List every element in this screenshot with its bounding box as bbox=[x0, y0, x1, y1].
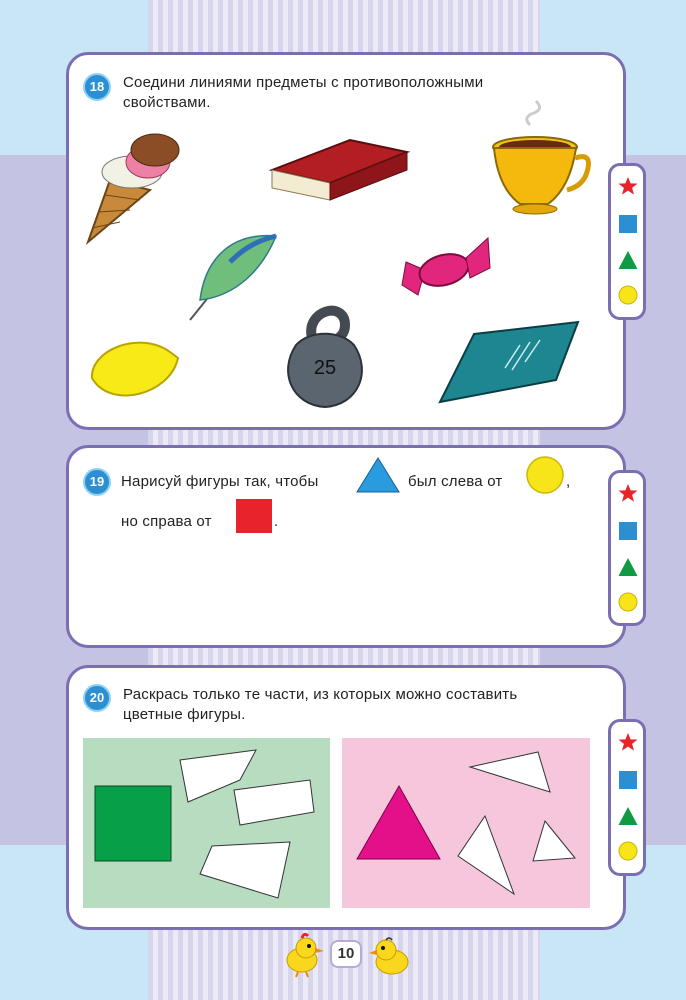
task-instruction-line2: но справа от bbox=[121, 513, 212, 530]
shape-tabs-19 bbox=[608, 470, 646, 626]
task-number: 18 bbox=[83, 73, 111, 101]
task-number: 20 bbox=[83, 684, 111, 712]
weight-label: 25 bbox=[313, 357, 337, 379]
shape-tabs-18 bbox=[608, 163, 646, 320]
inline-square-icon bbox=[235, 498, 273, 534]
weight-icon bbox=[288, 311, 362, 407]
square-icon bbox=[618, 770, 638, 790]
chick-right-icon bbox=[368, 936, 414, 978]
star-icon bbox=[618, 483, 638, 503]
glass-plate-icon bbox=[440, 322, 578, 402]
chick-left-icon bbox=[280, 932, 326, 978]
task-instruction-part3: , bbox=[566, 473, 571, 490]
circle-icon bbox=[618, 285, 638, 305]
ice-cream-icon bbox=[88, 134, 179, 242]
page-number: 10 bbox=[330, 940, 362, 968]
square-icon bbox=[618, 521, 638, 541]
green-square-icon bbox=[95, 786, 171, 861]
task-instruction: Соедини линиями предметы с противоположными свойствами. bbox=[123, 74, 484, 111]
circle-icon bbox=[618, 841, 638, 861]
feather-icon bbox=[190, 236, 276, 320]
triangle-icon bbox=[618, 557, 638, 577]
task-instruction-part2: был слева от bbox=[408, 473, 503, 490]
lemon-icon bbox=[92, 343, 178, 396]
triangle-icon bbox=[618, 250, 638, 270]
square-icon bbox=[618, 214, 638, 234]
task-instruction: Раскрась только те части, из которых можно составить цветные фигуры. bbox=[123, 686, 518, 723]
circle-icon bbox=[618, 592, 638, 612]
inline-circle-icon bbox=[524, 455, 566, 495]
task-instruction-part1: Нарисуй фигуры так, чтобы bbox=[121, 473, 319, 490]
teacup-icon bbox=[493, 101, 589, 214]
star-icon bbox=[618, 176, 638, 196]
star-icon bbox=[618, 732, 638, 752]
task-number: 19 bbox=[83, 468, 111, 496]
triangle-icon bbox=[618, 806, 638, 826]
shape-tabs-20 bbox=[608, 719, 646, 876]
inline-triangle-icon bbox=[356, 456, 400, 494]
candy-icon bbox=[402, 238, 490, 295]
task-20-pictures bbox=[0, 730, 686, 920]
task-instruction-line2-end: . bbox=[274, 513, 279, 530]
task-18-pictures bbox=[0, 0, 686, 440]
book-icon bbox=[272, 140, 407, 200]
